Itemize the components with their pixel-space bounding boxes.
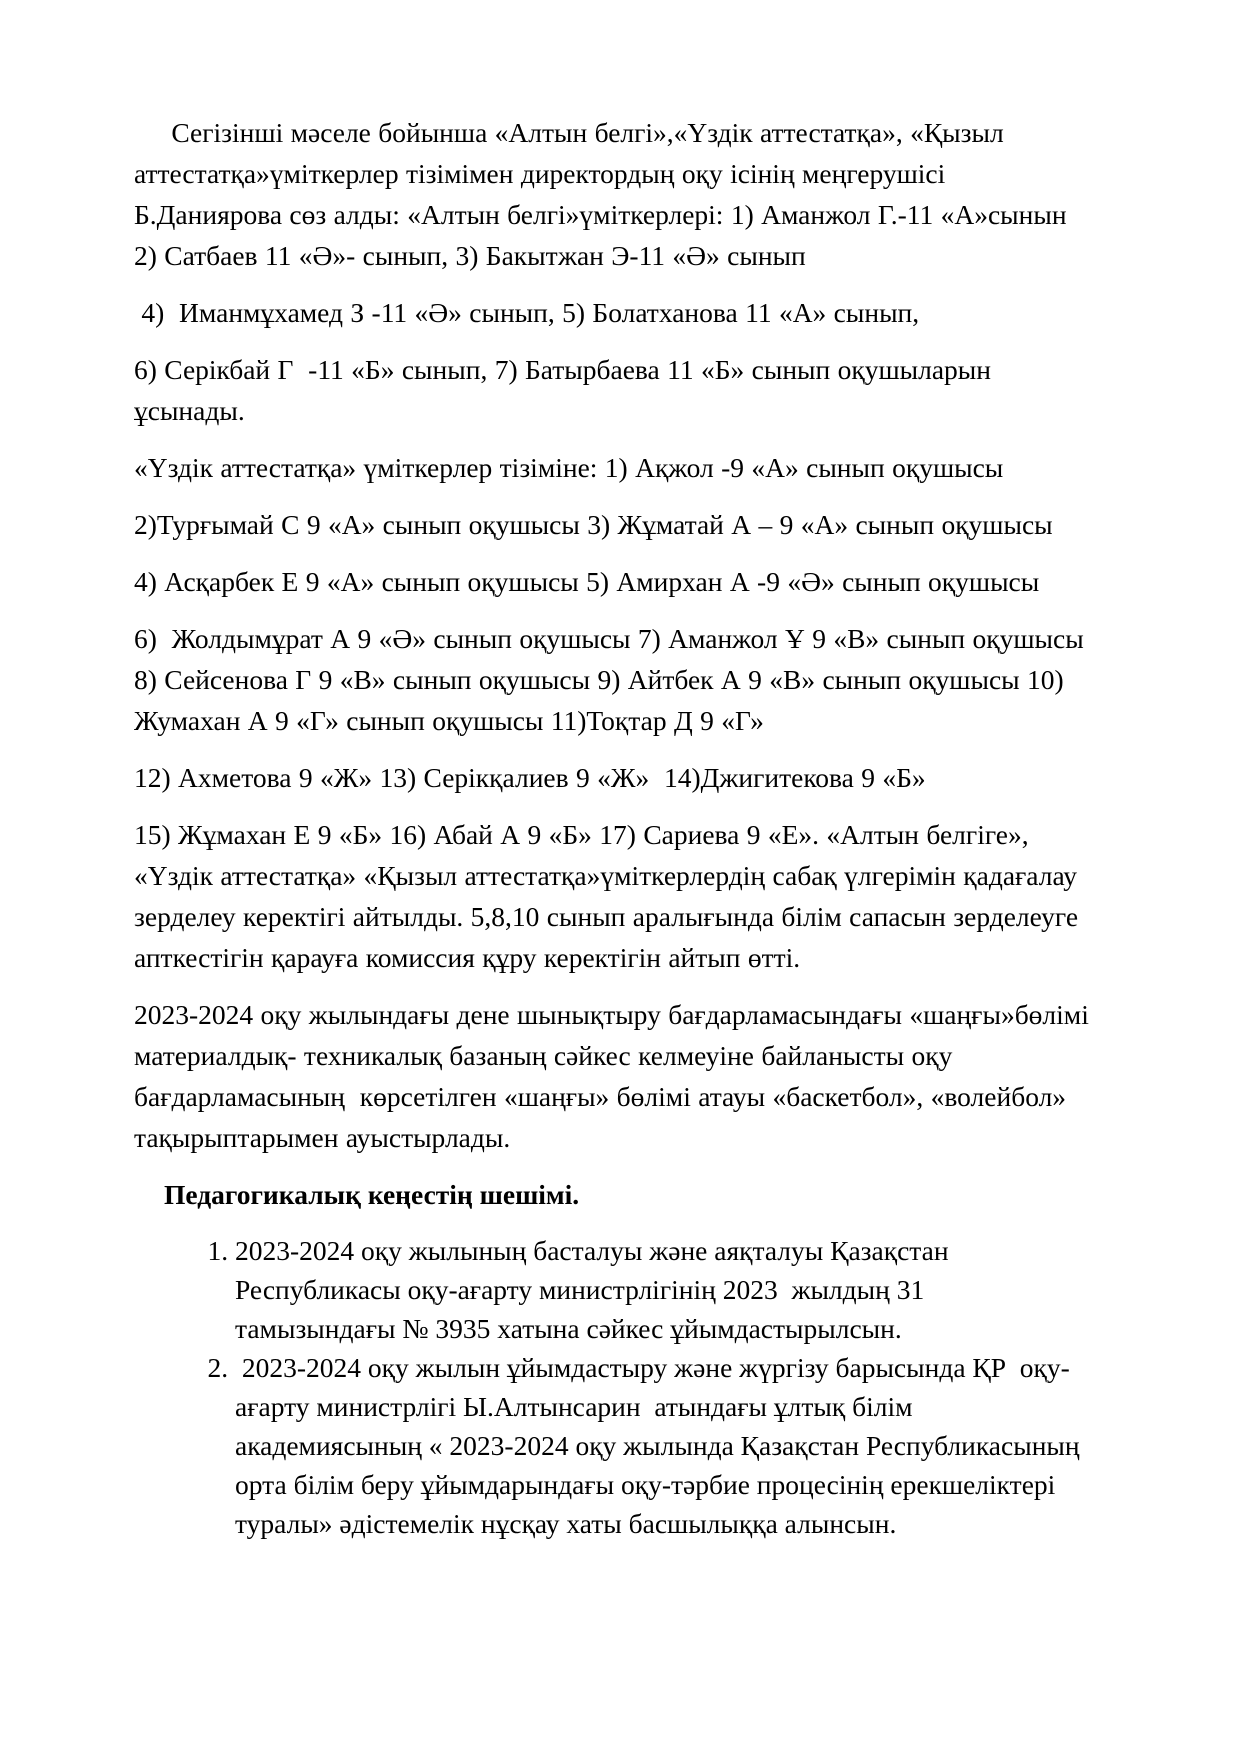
decision-heading: Педагогикалық кеңестің шешімі. bbox=[164, 1179, 580, 1210]
paragraph-candidates-4-5: 4) Иманмұхамед З -11 «Ә» сынып, 5) Болатханова 11 «А» сынып, bbox=[134, 297, 920, 328]
paragraph-best-certificate-list-1: «Үздік аттестатқа» үміткерлер тізіміне: 1) Ақжол -9 «А» сынып оқушысы bbox=[134, 452, 1004, 483]
paragraph-best-certificate-list-15-17-commission: 15) Жұмахан Е 9 «Б» 16) Абай А 9 «Б» 17) Сариева 9 «Е». «Алтын белгіге», «Үздік аттестатқа» «Қызыл аттестатқа»үміткерлердің сабақ үлгерімін қадағалау зерделеу керектігі айтылды. 5,8,10 сынып аралығында білім сапасын зерделеуге апткестігін қарауға комиссия құру керектігін айтып өтті. bbox=[134, 819, 1086, 973]
paragraph-candidates-6-7: 6) Серікбай Г -11 «Б» сынып, 7) Батырбаева 11 «Б» сынып оқушыларын ұсынады. bbox=[134, 354, 999, 426]
paragraph-agenda-eight-candidates: Сегізінші мәселе бойынша «Алтын белгі»,«Үздік аттестатқа», «Қызыл аттестатқа»үміткерлер тізімімен директордың оқу ісінің меңгерушісі Б.Даниярова сөз алды: «Алтын белгі»үміткерлері: 1) Аманжол Г.-11 «А»сынын 2) Сатбаев 11 «Ә»- сынып, 3) Бакытжан Э-11 «Ә» сынып bbox=[134, 117, 1074, 271]
paragraph-best-certificate-list-12-14: 12) Ахметова 9 «Ж» 13) Серікқалиев 9 «Ж» 14)Джигитекова 9 «Б» bbox=[134, 762, 926, 793]
list-item-decision-1: 1. 2023-2024 оқу жылының басталуы және аяқталуы Қазақстан Республикасы оқу-ағарту министрлігінің 2023 жылдың 31 тамызындағы № 3935 хатына сәйкес ұйымдастырылсын. bbox=[235, 1231, 1091, 1348]
list-item-decision-2: 2. 2023-2024 оқу жылын ұйымдастыру және жүргізу барысында ҚР оқу-ағарту министрлігі Ы.Алтынсарин атындағы ұлтық білім академиясының « 2023-2024 оқу жылында Қазақстан Республикасының орта білім беру ұйымдарындағы оқу-тәрбие процесінің ерекшеліктері туралы» әдістемелік нұсқау хаты басшылыққа алынсын. bbox=[235, 1348, 1091, 1543]
paragraph-best-certificate-list-6-11: 6) Жолдымұрат А 9 «Ә» сынып оқушысы 7) Аманжол Ұ 9 «В» сынып оқушысы 8) Сейсенова Г 9 «В» сынып оқушысы 9) Айтбек А 9 «В» сынып оқушысы 10) Жумахан А 9 «Г» сынып оқушысы 11)Тоқтар Д 9 «Г» bbox=[134, 623, 1092, 736]
paragraph-best-certificate-list-4-5: 4) Асқарбек Е 9 «А» сынып оқушысы 5) Амирхан А -9 «Ә» сынып оқушысы bbox=[134, 566, 1040, 597]
paragraph-best-certificate-list-2-3: 2)Турғымай С 9 «А» сынып оқушысы 3) Жұматай А – 9 «А» сынып оқушысы bbox=[134, 509, 1053, 540]
decision-list bbox=[134, 1231, 1091, 1543]
paragraph-pe-program-change: 2023-2024 оқу жылындағы дене шынықтыру бағдарламасындағы «шаңғы»бөлімі материалдық- техникалық базаның сәйкес келмеуіне байланысты оқу бағдарламасының көрсетілген «шаңғы» бөлімі атауы «баскетбол», «волейбол» тақырыптарымен ауыстырлады. bbox=[134, 999, 1097, 1153]
